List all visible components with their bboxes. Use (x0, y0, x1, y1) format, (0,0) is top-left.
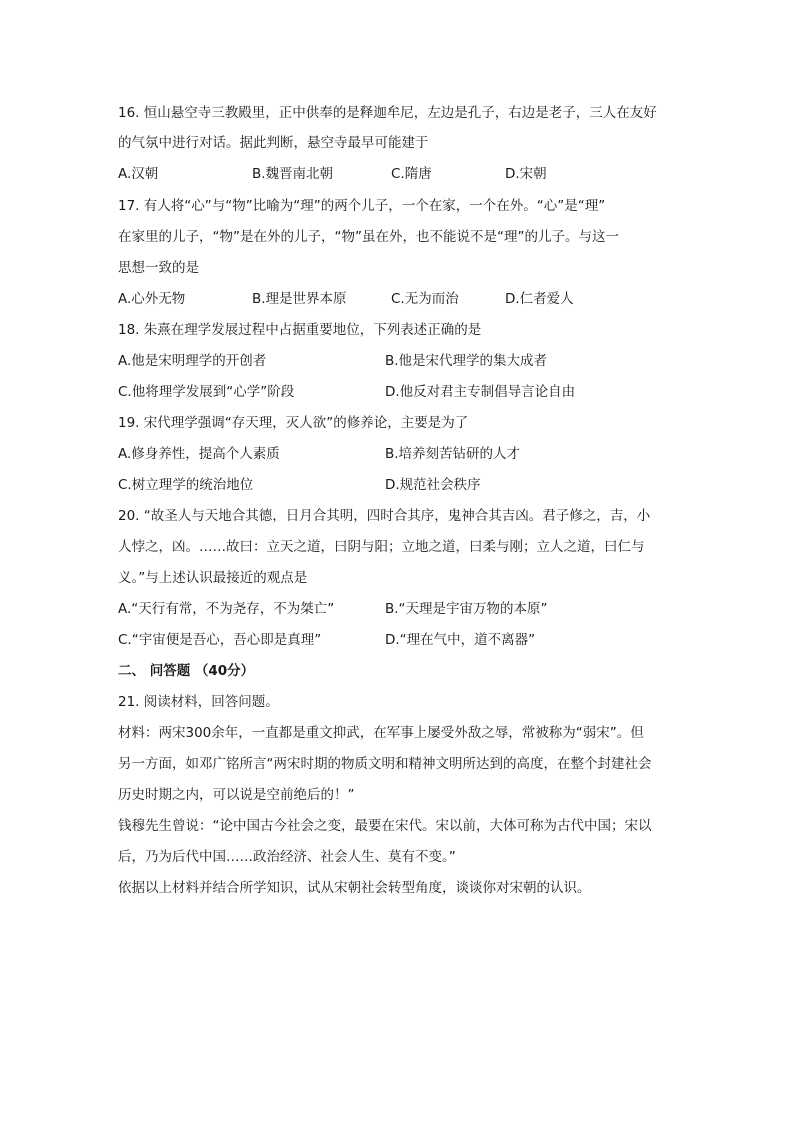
q20-option-d: D.“理在气中，道不离器” (385, 632, 536, 648)
q20-line-2: 人悖之，凶。……故曰：立天之道，曰阴与阳；立地之道，曰柔与刚；立人之道，曰仁与 (118, 539, 645, 555)
q20-option-b: B.“天理是宇宙万物的本原” (385, 601, 548, 617)
q18-option-d: D.他反对君主专制倡导言论自由 (385, 384, 576, 400)
q19-line-1: 19. 宋代理学强调“存天理，灭人欲”的修养论，主要是为了 (118, 415, 469, 431)
q21-material-line-1: 材料：两宋300余年，一直都是重文抑武，在军事上屡受外敌之辱，常被称为“弱宋”。但 (118, 725, 644, 741)
q17-option-b: B.理是世界本原 (252, 291, 347, 307)
q20-line-1: 20. “故圣人与天地合其德，日月合其明，四时合其序，鬼神合其吉凶。君子修之，吉，小 (118, 508, 651, 524)
q17-line-2: 在家里的儿子，“物”是在外的儿子，“物”虽在外，也不能说不是“理”的儿子。与这一 (118, 229, 619, 245)
q20-option-c: C.“宇宙便是吾心，吾心即是真理” (118, 632, 322, 648)
q19-option-a: A.修身养性，提高个人素质 (118, 446, 280, 462)
q19-option-b: B.培养刻苦钻研的人才 (385, 446, 521, 462)
q21-material-line-2: 另一方面，如邓广铭所言“两宋时期的物质文明和精神文明所达到的高度，在整个封建社会 (118, 756, 652, 772)
q16-option-a: A.汉朝 (118, 166, 159, 182)
q19-option-d: D.规范社会秩序 (385, 477, 481, 493)
q21-material-line-5: 后，乃为后代中国……政治经济、社会人生、莫有不变。” (118, 849, 456, 865)
q21-material-line-4: 钱穆先生曾说：“论中国古今社会之变，最要在宋代。宋以前，大体可称为古代中国；宋以 (118, 818, 652, 834)
q21-question-line: 依据以上材料并结合所学知识，试从宋朝社会转型角度，谈谈你对宋朝的认识。 (118, 880, 591, 896)
q20-line-3: 义。”与上述认识最接近的观点是 (118, 570, 308, 586)
q17-line-1: 17. 有人将“心”与“物”比喻为“理”的两个儿子，一个在家，一个在外。“心”是“理” (118, 198, 606, 214)
q17-option-c: C.无为而治 (391, 291, 459, 307)
q17-line-3: 思想一致的是 (118, 260, 199, 276)
q18-option-a: A.他是宋明理学的开创者 (118, 353, 267, 369)
section-2-heading: 二、 问答题 （40分） (118, 663, 255, 679)
q16-option-d: D.宋朝 (505, 166, 547, 182)
q21-material-line-3: 历史时期之内，可以说是空前绝后的！” (118, 787, 355, 803)
q19-option-c: C.树立理学的统治地位 (118, 477, 254, 493)
q18-option-b: B.他是宋代理学的集大成者 (385, 353, 548, 369)
q20-option-a: A.“天行有常，不为尧存，不为桀亡” (118, 601, 335, 617)
q17-option-d: D.仁者爱人 (505, 291, 574, 307)
q16-option-b: B.魏晋南北朝 (252, 166, 334, 182)
q18-line-1: 18. 朱熹在理学发展过程中占据重要地位，下列表述正确的是 (118, 322, 482, 338)
q16-option-c: C.隋唐 (391, 166, 432, 182)
q16-line-2: 的气氛中进行对话。据此判断，悬空寺最早可能建于 (118, 135, 429, 151)
q18-option-c: C.他将理学发展到“心学”阶段 (118, 384, 295, 400)
q21-line-1: 21. 阅读材料，回答问题。 (118, 694, 279, 710)
q16-line-1: 16. 恒山悬空寺三教殿里，正中供奉的是释迦牟尼，左边是孔子，右边是老子，三人在友好 (118, 105, 657, 121)
q17-option-a: A.心外无物 (118, 291, 186, 307)
